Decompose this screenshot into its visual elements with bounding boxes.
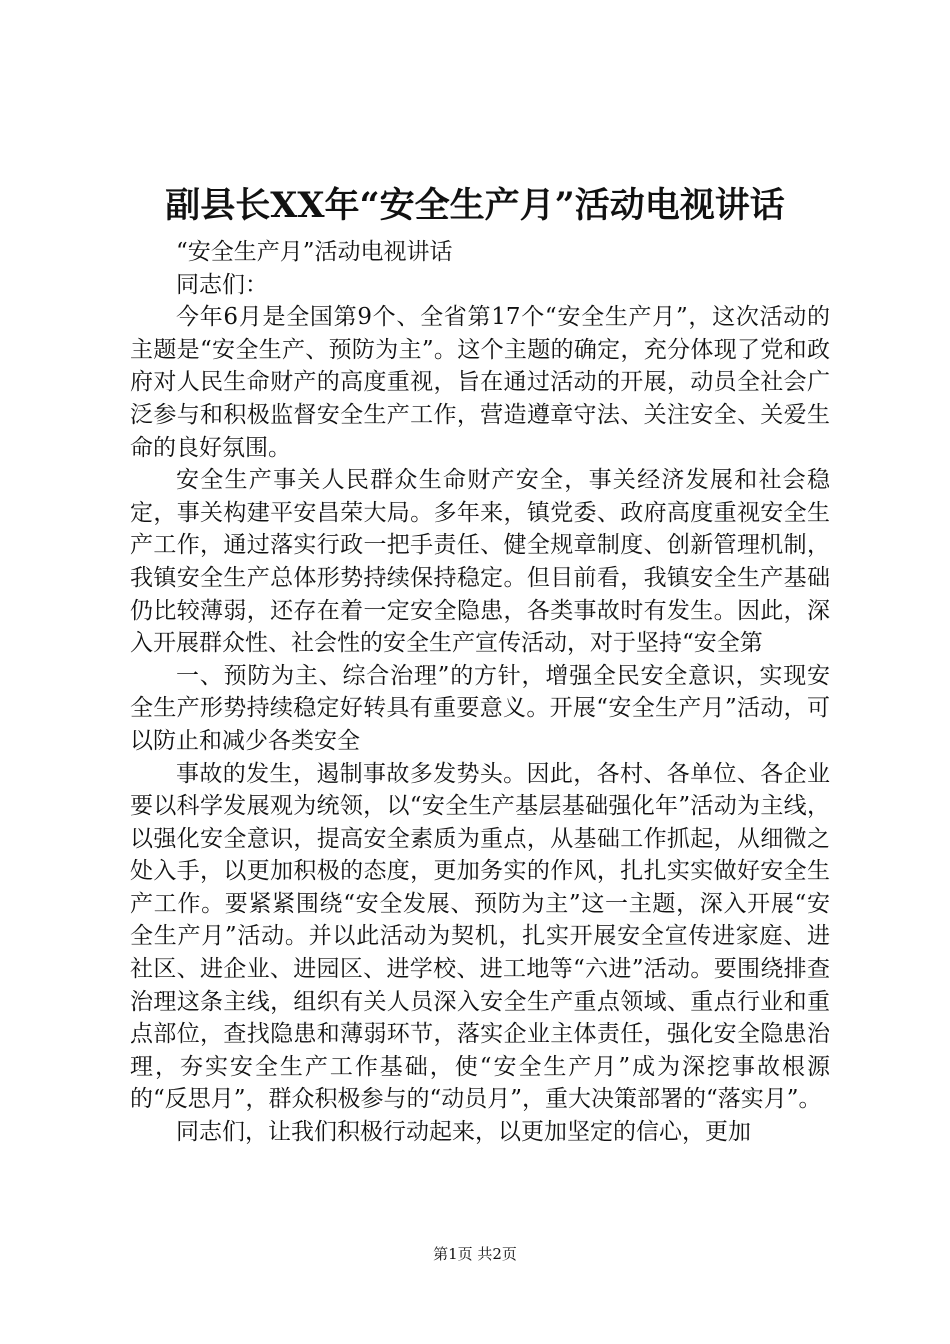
document-body	[130, 236, 830, 1149]
document-title: 副县长XX年“安全生产月”活动电视讲话	[165, 185, 785, 226]
paragraph: 安全生产事关人民群众生命财产安全，事关经济发展和社会稳定，事关构建平安昌荣大局。多年来，镇党委、政府高度重视安全生产工作，通过落实行政一把手责任、健全规章制度、创新管理机制，我镇安全生产总体形势持续保持稳定。但目前看，我镇安全生产基础仍比较薄弱，还存在着一定安全隐患，各类事故时有发生。因此，深入开展群众性、社会性的安全生产宣传活动，对于坚持“安全第	[130, 467, 830, 657]
paragraph: 今年6月是全国第9个、全省第17个“安全生产月”，这次活动的主题是“安全生产、预防为主”。这个主题的确定，充分体现了党和政府对人民生命财产的高度重视，旨在通过活动的开展，动员全社会广泛参与和积极监督安全生产工作，营造遵章守法、关注安全、关爱生命的良好氛围。	[130, 304, 830, 461]
paragraph: 事故的发生，遏制事故多发势头。因此，各村、各单位、各企业要以科学发展观为统领，以“安全生产基层基础强化年”活动为主线，以强化安全意识，提高安全素质为重点，从基础工作抓起，从细微之处入手，以更加积极的态度，更加务实的作风，扎扎实实做好安全生产工作。要紧紧围绕“安全发展、预防为主”这一主题，深入开展“安全生产月”活动。并以此活动为契机，扎实开展安全宣传进家庭、进社区、进企业、进园区、进学校、进工地等“六进”活动。要围绕排查治理这条主线，组织有关人员深入安全生产重点领域、重点行业和重点部位，查找隐患和薄弱环节，落实企业主体责任，强化安全隐患治理，夯实安全生产工作基础，使“安全生产月”成为深挖事故根源的“反思月”，群众积极参与的“动员月”，重大决策部署的“落实月”。	[130, 760, 830, 1113]
page-footer: 第1页 共2页	[433, 1245, 517, 1263]
paragraph: 一、预防为主、综合治理”的方针，增强全民安全意识，实现安全生产形势持续稳定好转具有重要意义。开展“安全生产月”活动，可以防止和减少各类安全	[130, 662, 830, 754]
paragraph: 同志们，让我们积极行动起来，以更加坚定的信心，更加	[176, 1119, 751, 1146]
paragraph-subtitle: “安全生产月”活动电视讲话	[176, 239, 453, 265]
paragraph-salutation: 同志们：	[176, 271, 268, 298]
